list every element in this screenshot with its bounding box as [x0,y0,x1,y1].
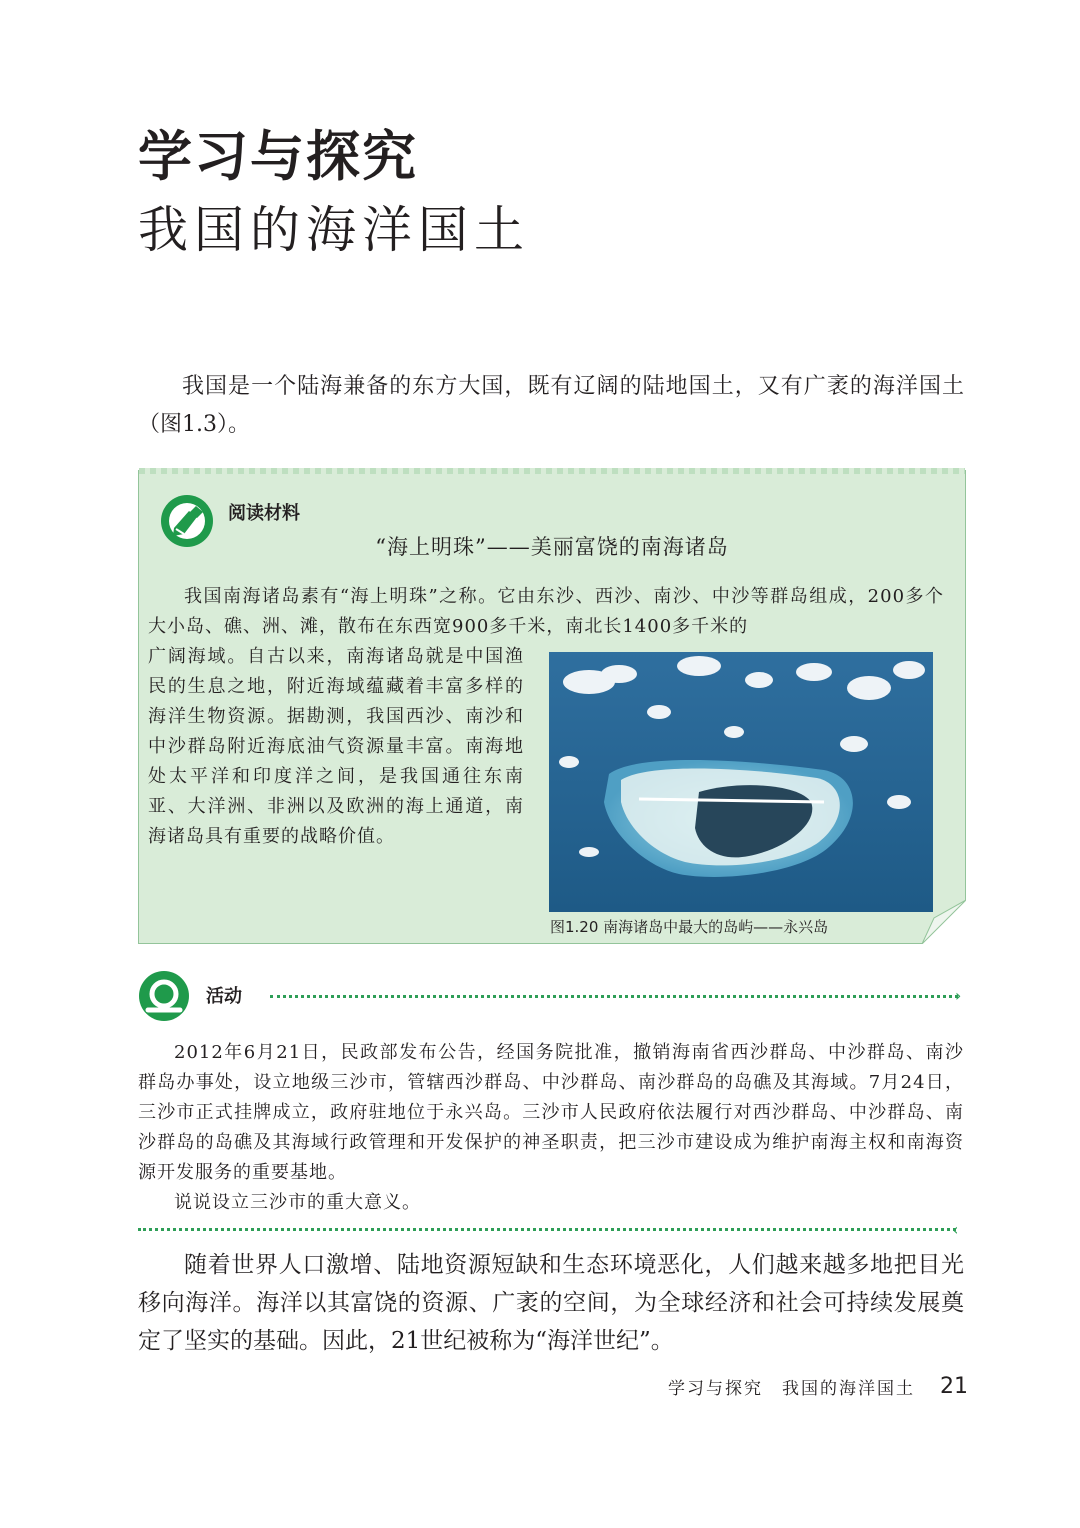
activity-label: 活动 [206,986,242,1007]
page-subtitle: 我国的海洋国土 [138,201,530,259]
arrow-right-icon: › [955,986,962,1005]
yongxing-island-photo [549,652,933,912]
activity-bottom-divider [138,1228,956,1231]
photo-caption: 图1.20 南海诸岛中最大的岛屿——永兴岛 [550,918,829,936]
running-footer-title: 学习与探究 我国的海洋国土 [668,1379,915,1399]
reading-paragraph-2: 广阔海域。自古以来，南海诸岛就是中国渔民的生息之地，附近海域蕴藏着丰富多样的海洋生物资源。据勘测，我国西沙、南沙和中沙群岛附近海底油气资源量丰富。南海地处太平洋和印度洋之间，是我国通往东南亚、大洋洲、非洲以及欧洲的海上通道，南海诸岛具有重要的战略价值。 [148,646,524,847]
intro-paragraph: 我国是一个陆海兼备的东方大国，既有辽阔的陆地国土，又有广袤的海洋国土（图1.3）。 [138,374,964,437]
activity-badge-icon [138,970,190,1022]
closing-paragraph: 随着世界人口激增、陆地资源短缺和生态环境恶化，人们越来越多地把目光移向海洋。海洋以其富饶的资源、广袤的空间，为全球经济和社会可持续发展奠定了坚实的基础。因此，21世纪被称为“海洋世纪”。 [138,1252,964,1354]
arrow-left-icon: ‹ [952,1220,959,1239]
reading-label: 阅读材料 [228,503,300,524]
box-torn-edge [139,468,965,474]
activity-paragraph: 2012年6月21日，民政部发布公告，经国务院批准，撤销海南省西沙群岛、中沙群岛、南沙群岛办事处，设立地级三沙市，管辖西沙群岛、中沙群岛、南沙群岛的岛礁及其海域。7月24日，三沙市正式挂牌成立，政府驻地位于永兴岛。三沙市人民政府依法履行对西沙群岛、中沙群岛、南沙群岛的岛礁及其海域行政管理和开发保护的神圣职责，把三沙市建设成为维护南海主权和南海资源开发服务的重要基地。 [138,1042,964,1183]
reading-paragraph-1: 我国南海诸岛素有“海上明珠”之称。它由东沙、西沙、南沙、中沙等群岛组成，200多个大小岛、礁、洲、滩，散布在东西宽900多千米，南北长1400多千米的 [148,586,944,637]
page-title: 学习与探究 [138,125,418,188]
activity-question: 说说设立三沙市的重大意义。 [174,1192,421,1213]
page-number: 21 [940,1374,968,1399]
activity-top-divider [270,995,958,998]
reading-title: “海上明珠”——美丽富饶的南海诸岛 [375,535,729,559]
